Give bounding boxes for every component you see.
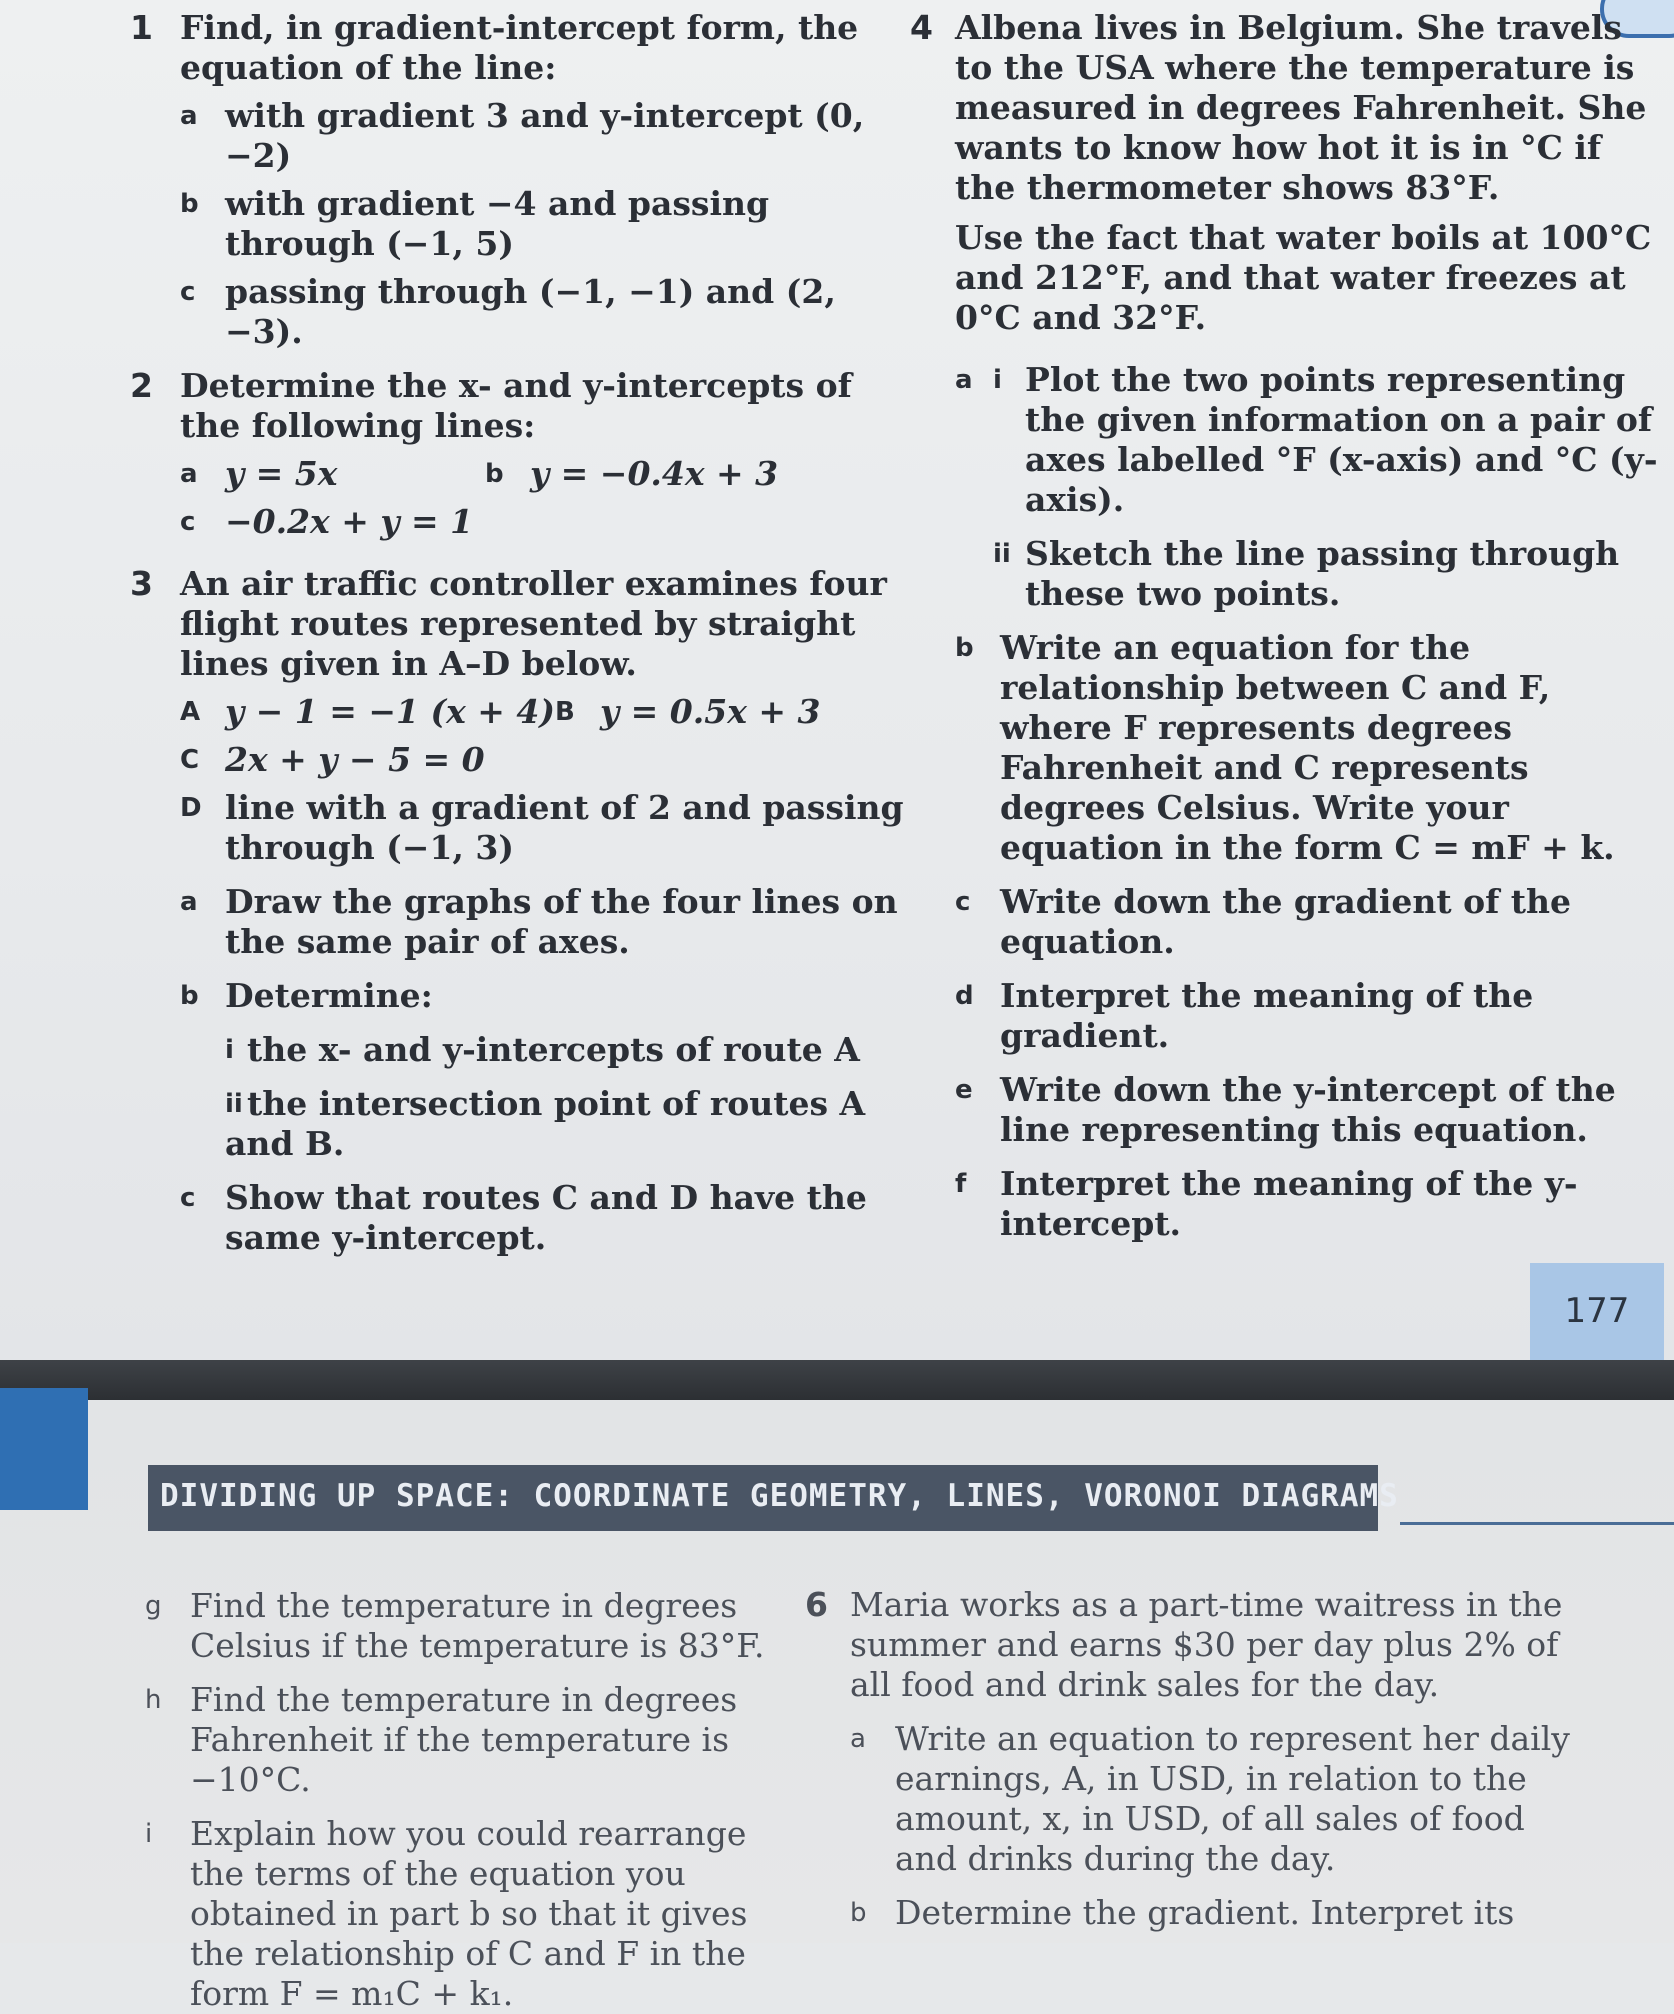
part-label: b [850,1898,867,1928]
route-label: B [555,697,575,727]
part-label: g [145,1591,162,1621]
part-label: e [955,1075,973,1105]
part-text: Find the temperature in degrees Celsius if the temperature is 83°F. [190,1586,765,1665]
part-label: c [180,507,196,537]
part-a [180,882,920,962]
part-label: b [485,459,504,489]
subpart-text: the intersection point of routes A and B. [225,1084,866,1163]
part-label: a [180,459,198,489]
page-number: 177 [1564,1291,1630,1331]
part-label: c [955,887,971,917]
route-text: y − 1 = −1 (x + 4) [225,692,555,731]
part-text: with gradient 3 and y-intercept (0, −2) [225,96,865,175]
part-c [180,1178,920,1258]
right-column [910,8,1670,1244]
part-b [485,454,778,494]
question-number: 6 [805,1585,828,1624]
part-a [180,454,485,494]
part-a [180,96,920,176]
part-b [850,1893,1590,1933]
subpart-i [180,1030,920,1070]
part-text: Write an equation for the relationship between C and F, where F represents degrees Fahrenheit and C represents degrees Celsius. Write your equation in the form C = mF + k. [1000,628,1615,867]
question-1 [130,8,920,88]
part-text: Interpret the meaning of the y-intercept. [1000,1164,1578,1243]
part-i [145,1814,765,2014]
subpart-label: ii [225,1089,243,1119]
part-g [145,1586,765,1666]
q3-routes-ab [180,692,920,732]
subpart-ii [180,1084,920,1164]
part-label: d [955,981,974,1011]
part-label: a [955,365,973,395]
part-e [955,1070,1670,1150]
part-text: passing through (−1, −1) and (2, −3). [225,272,836,351]
part-b [180,976,920,1016]
part-label: c [180,1183,196,1213]
header-rule [1400,1522,1674,1525]
subpart-text: the x- and y-intercepts of route A [247,1030,860,1069]
route-label: D [180,793,202,823]
question-text: Use the fact that water boils at 100°C and 212°F, and that water freezes at 0°C and 32°F. [955,218,1652,337]
part-text: Write down the gradient of the equation. [1000,882,1572,961]
route-d [180,788,920,868]
left-column [130,8,920,1258]
part-f [955,1164,1670,1244]
part-label: b [955,633,974,663]
part-a-i [955,360,1670,520]
part-label: b [180,189,199,219]
part-text: −0.2x + y = 1 [225,502,474,541]
question-text: Albena lives in Belgium. She travels to the USA where the temperature is measured in degrees Fahrenheit. She wants to know how hot it is in °C if the thermometer shows 83°F. [955,8,1647,207]
part-c [180,502,920,542]
part-text: y = 5x [225,454,338,493]
question-text: Find, in gradient-intercept form, the equation of the line: [180,8,859,87]
question-text: Determine the x- and y-intercepts of the following lines: [180,366,852,445]
part-label: a [850,1724,866,1754]
part-text: Explain how you could rearrange the terms of the equation you obtained in part b so that it gives the relationship of C and F in the form F = m₁C + k₁. [190,1814,748,2013]
part-text: Write an equation to represent her daily earnings, A, in USD, in relation to the amount, x, in USD, of all sales of food and drinks during the day. [895,1719,1570,1878]
question-2 [130,366,920,446]
route-label: C [180,745,200,775]
route-text: line with a gradient of 2 and passing through (−1, 3) [225,788,904,867]
part-text: with gradient −4 and passing through (−1, 5) [225,184,770,263]
part-b [955,628,1670,868]
part-label: b [180,981,199,1011]
question-number: 1 [130,8,153,47]
part-text: Determine: [225,976,433,1015]
part-h [145,1680,765,1800]
route-label: A [180,697,201,727]
route-b [555,692,820,732]
route-c [180,740,920,780]
question-number: 3 [130,564,153,603]
part-text: y = −0.4x + 3 [530,454,779,493]
page-number-box [1530,1263,1664,1363]
question-number: 2 [130,366,153,405]
part-text: Show that routes C and D have the same y-intercept. [225,1178,867,1257]
q2-row-ab [180,454,920,494]
part-text: Find the temperature in degrees Fahrenheit if the temperature is −10°C. [190,1680,738,1799]
part-c [180,272,920,352]
part-text: Interpret the meaning of the gradient. [1000,976,1534,1055]
question-text: Maria works as a part-time waitress in the summer and earns $30 per day plus 2% of all food and drink sales for the day. [850,1585,1563,1704]
question-4-text2 [955,218,1670,338]
subpart-text: Sketch the line passing through these two points. [1025,534,1620,613]
subpart-label: i [993,365,1002,395]
chapter-tab [0,1388,88,1510]
part-label: a [180,101,198,131]
part-label: a [180,887,198,917]
part-a-ii [955,534,1670,614]
route-a [180,692,555,732]
question-text: An air traffic controller examines four flight routes represented by straight lines given in A–D below. [180,564,887,683]
part-label: i [145,1819,153,1849]
route-text: y = 0.5x + 3 [600,692,821,731]
route-text: 2x + y − 5 = 0 [225,740,485,779]
part-a [850,1719,1590,1879]
part-text: Draw the graphs of the four lines on the same pair of axes. [225,882,898,961]
part-label: h [145,1685,162,1715]
question-6 [805,1585,1590,1705]
question-number: 4 [910,8,933,47]
part-d [955,976,1670,1056]
subpart-label: i [225,1035,234,1065]
book-binding [0,1360,1674,1400]
part-c [955,882,1670,962]
subpart-text: Plot the two points representing the given information on a pair of axes labelled °F (x-axis) and °C (y-axis). [1025,360,1658,519]
part-b [180,184,920,264]
part-text: Write down the y-intercept of the line representing this equation. [1000,1070,1616,1149]
bottom-left-column [145,1578,765,2014]
bottom-right-column [805,1585,1590,1933]
question-3 [130,564,920,684]
question-4 [910,8,1670,208]
subpart-label: ii [993,539,1011,569]
chapter-header: DIVIDING UP SPACE: COORDINATE GEOMETRY, LINES, VORONOI DIAGRAMS [160,1478,1399,1514]
part-text: Determine the gradient. Interpret its [895,1893,1515,1932]
part-label: f [955,1169,967,1199]
part-label: c [180,277,196,307]
